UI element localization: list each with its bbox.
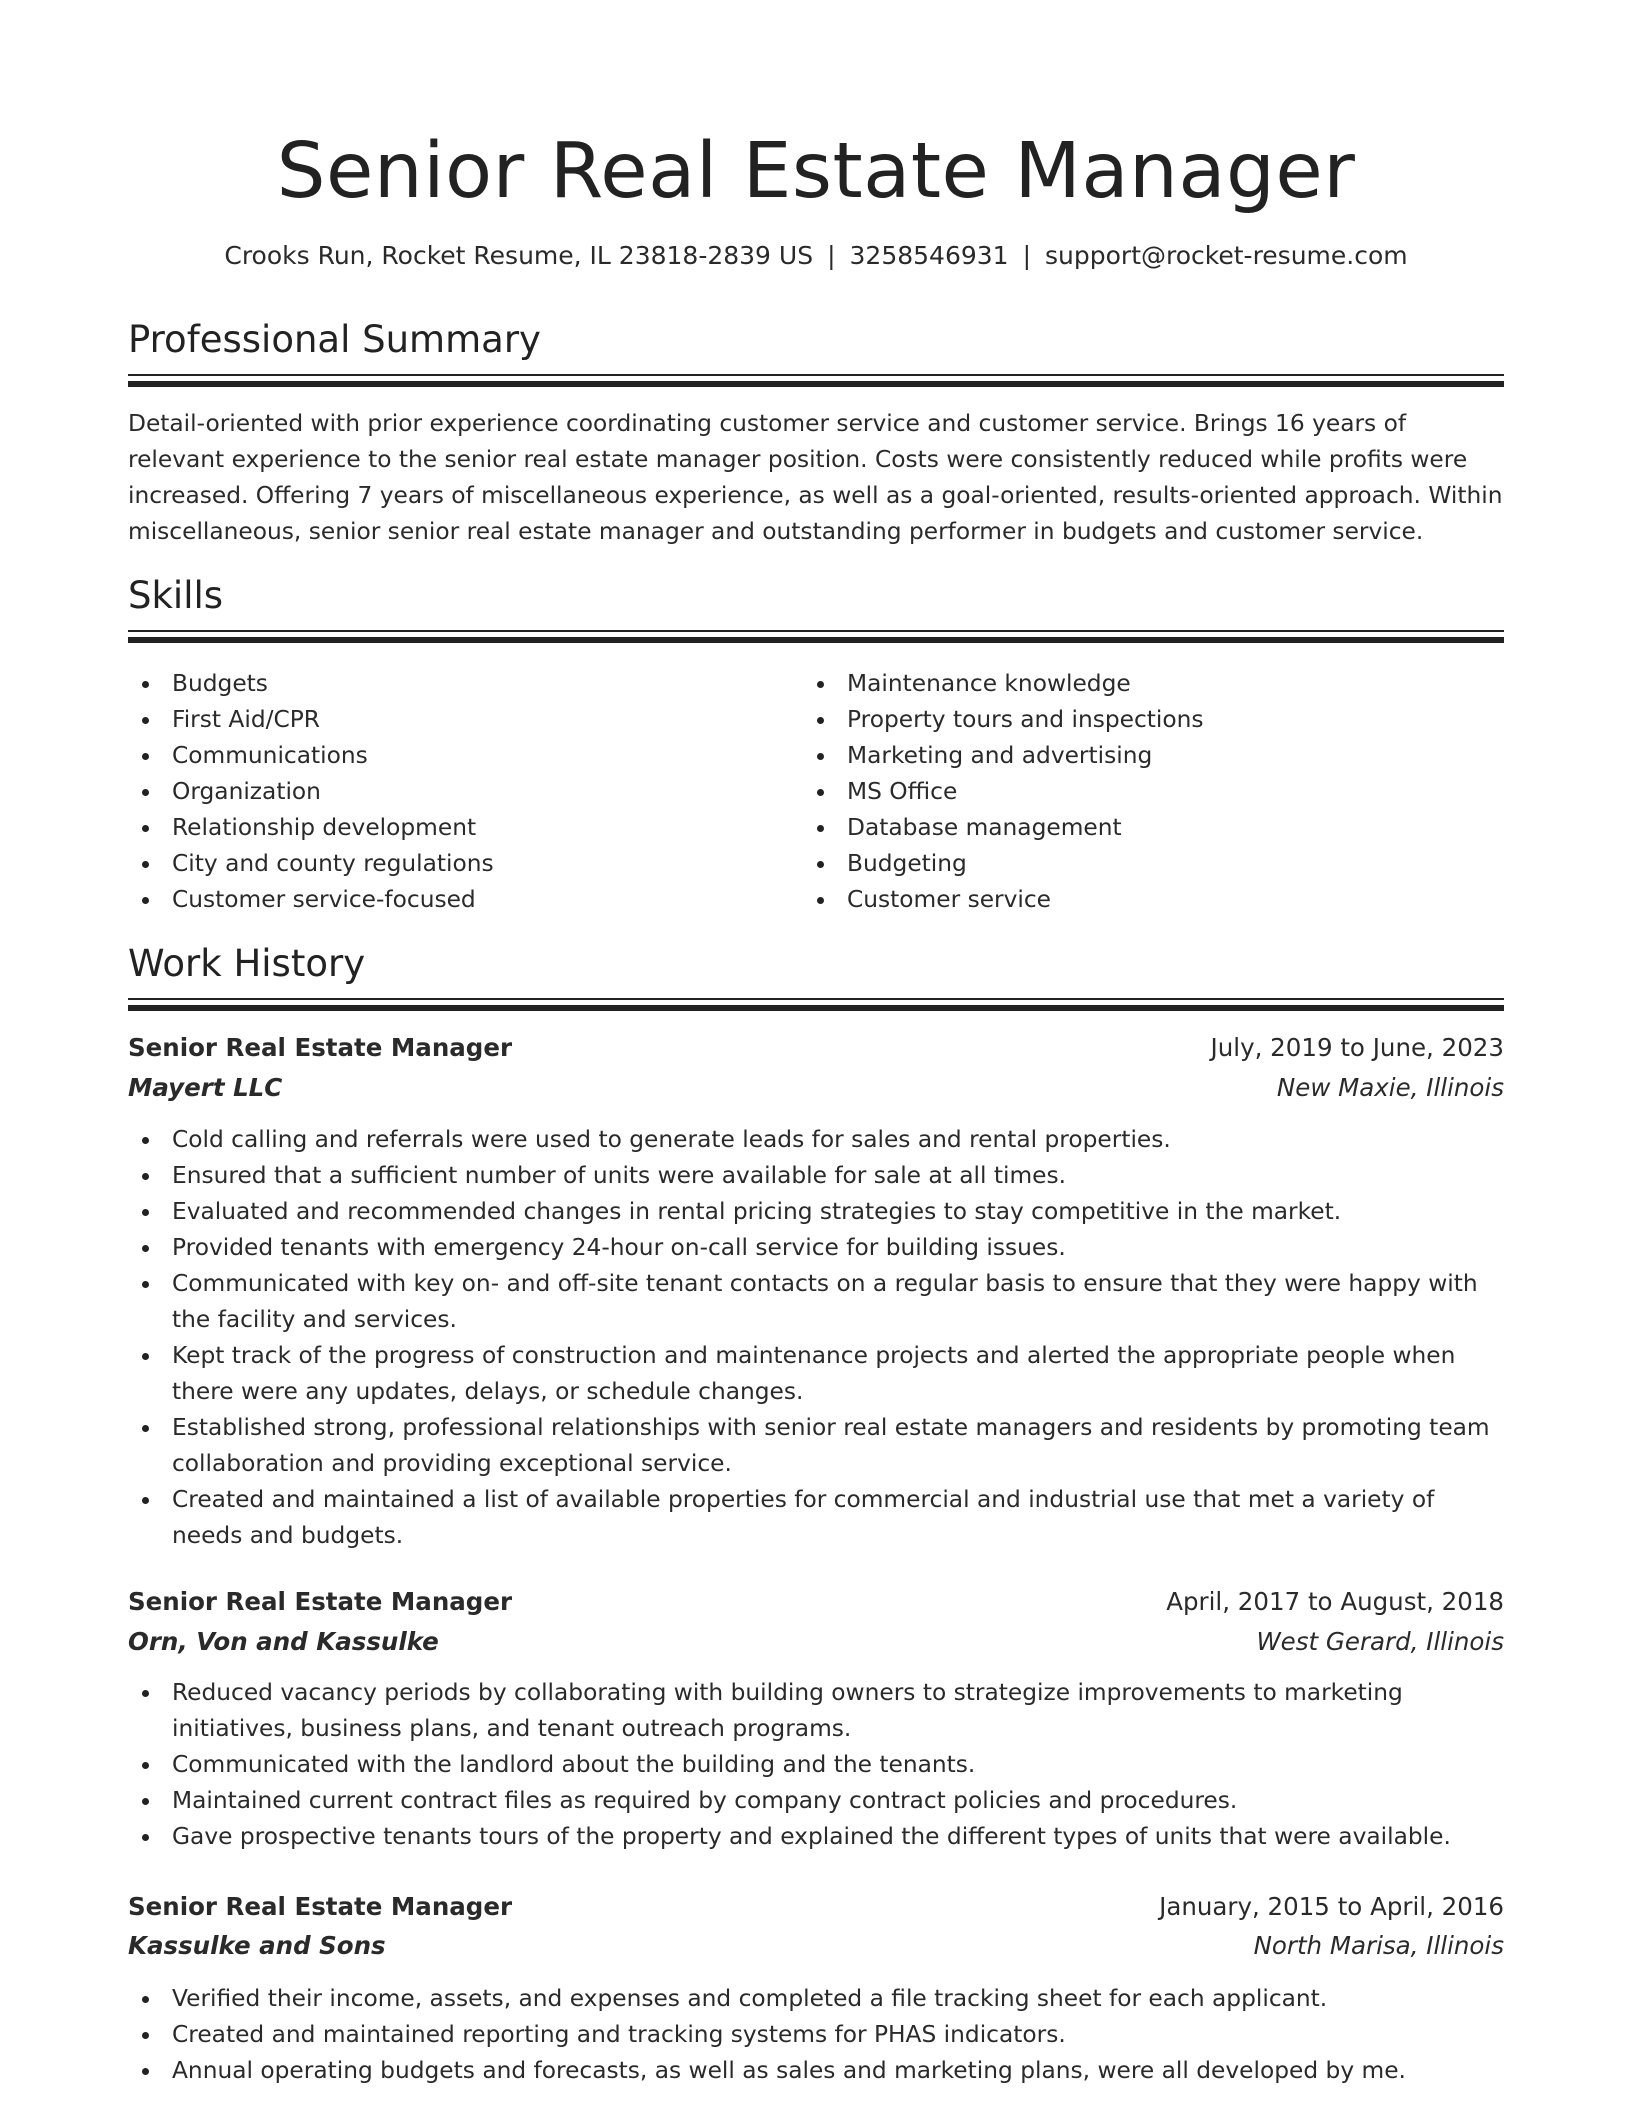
job-title: Senior Real Estate Manager <box>128 1892 513 1921</box>
list-item-text: Created and maintained a list of available properties for commercial and industrial use that met a variety of needs and budgets. <box>172 1486 1435 1549</box>
bullet-icon <box>142 1137 149 1144</box>
skills-list-right <box>803 666 1443 918</box>
job-dates: April, 2017 to August, 2018 <box>1166 1587 1504 1616</box>
list-item-text: Annual operating budgets and forecasts, as well as sales and marketing plans, were all developed by me. <box>172 2057 1406 2084</box>
job-duties-list <box>128 1675 1504 1855</box>
skills-list-left <box>128 666 768 918</box>
list-item-text: Marketing and advertising <box>847 742 1153 769</box>
job-company: Mayert LLC <box>128 1073 283 1102</box>
list-item <box>803 702 1443 738</box>
section-title-summary: Professional Summary <box>128 318 541 361</box>
list-item <box>803 774 1443 810</box>
candidate-name: Senior Real Estate Manager <box>276 127 1356 216</box>
job-bullets <box>128 1981 1504 2089</box>
contact-separator: | <box>827 241 836 270</box>
list-item-text: Budgets <box>172 670 268 697</box>
list-item-text: Verified their income, assets, and expenses and completed a file tracking sheet for each applicant. <box>172 1985 1328 2012</box>
list-item-text: Budgeting <box>847 850 967 877</box>
bullet-icon <box>142 1690 149 1697</box>
list-item <box>128 1747 1504 1783</box>
bullet-icon <box>142 1762 149 1769</box>
job-bullets <box>128 1675 1504 1855</box>
job-duties-list <box>128 1122 1504 1554</box>
bullet-icon <box>142 1996 149 2003</box>
list-item-text: Customer service-focused <box>172 886 476 913</box>
job-company: Orn, Von and Kassulke <box>128 1627 439 1656</box>
list-item <box>128 882 768 918</box>
list-item <box>128 1783 1504 1819</box>
job-title: Senior Real Estate Manager <box>128 1033 513 1062</box>
list-item-text: Provided tenants with emergency 24-hour on-call service for building issues. <box>172 1234 1066 1261</box>
bullet-icon <box>142 1798 149 1805</box>
contact-separator: | <box>1022 241 1032 270</box>
bullet-icon <box>142 861 149 868</box>
list-item-text: Established strong, professional relationships with senior real estate managers and residents by promoting team collaboration and providing exceptional service. <box>172 1414 1490 1477</box>
list-item <box>128 1675 1504 1747</box>
bullet-icon <box>817 789 824 796</box>
bullet-icon <box>142 1425 149 1432</box>
bullet-icon <box>142 1497 149 1504</box>
list-item-text: Database management <box>847 814 1122 841</box>
bullet-icon <box>142 789 149 796</box>
list-item <box>128 2017 1504 2053</box>
bullet-icon <box>817 897 824 904</box>
bullet-icon <box>142 1834 149 1841</box>
list-item-text: Communications <box>172 742 368 769</box>
list-item <box>128 1482 1504 1554</box>
list-item <box>128 1194 1504 1230</box>
list-item <box>803 810 1443 846</box>
contact-line <box>0 238 1632 274</box>
bullet-icon <box>817 681 824 688</box>
bullet-icon <box>817 717 824 724</box>
bullet-icon <box>142 2068 149 2075</box>
contact-email: support@rocket-resume.com <box>1045 241 1408 270</box>
list-item-text: Maintained current contract files as required by company contract policies and procedures. <box>172 1787 1238 1814</box>
list-item-text: City and county regulations <box>172 850 494 877</box>
bullet-icon <box>817 825 824 832</box>
summary-text: Detail-oriented with prior experience coordinating customer service and customer service. Brings 16 years of relevant experience to the senior real estate manager position. Costs were consistently reduced while profits were increased. Offering 7 years of miscellaneous experience, as well as a goal-oriented, results-oriented approach. Within miscellaneous, senior senior real estate manager and outstanding performer in budgets and customer service. <box>128 410 1503 545</box>
list-item-text: Gave prospective tenants tours of the property and explained the different types of units that were available. <box>172 1823 1451 1850</box>
section-title-skills: Skills <box>128 574 224 617</box>
list-item-text: Relationship development <box>172 814 477 841</box>
list-item-text: Customer service <box>847 886 1052 913</box>
list-item <box>803 882 1443 918</box>
list-item <box>803 738 1443 774</box>
bullet-icon <box>142 753 149 760</box>
bullet-icon <box>142 1245 149 1252</box>
list-item <box>128 774 768 810</box>
job-dates: July, 2019 to June, 2023 <box>1210 1033 1504 1062</box>
bullet-icon <box>142 897 149 904</box>
job-location: North Marisa, Illinois <box>1253 1931 1504 1960</box>
job-location: West Gerard, Illinois <box>1256 1627 1504 1656</box>
list-item-text: Maintenance knowledge <box>847 670 1131 697</box>
section-divider <box>128 630 1504 644</box>
job-location: New Maxie, Illinois <box>1276 1073 1504 1102</box>
section-title-work-history: Work History <box>128 942 366 985</box>
bullet-icon <box>142 1173 149 1180</box>
list-item-text: Cold calling and referrals were used to generate leads for sales and rental properties. <box>172 1126 1171 1153</box>
list-item-text: Organization <box>172 778 321 805</box>
bullet-icon <box>142 681 149 688</box>
bullet-icon <box>142 1209 149 1216</box>
contact-phone: 3258546931 <box>849 241 1009 270</box>
section-divider <box>128 374 1504 388</box>
list-item <box>128 1981 1504 2017</box>
list-item <box>128 702 768 738</box>
job-bullets <box>128 1122 1504 1554</box>
job-title: Senior Real Estate Manager <box>128 1587 513 1616</box>
list-item-text: MS Office <box>847 778 958 805</box>
list-item <box>128 1158 1504 1194</box>
bullet-icon <box>142 1281 149 1288</box>
list-item-text: Kept track of the progress of construction and maintenance projects and alerted the appropriate people when there were any updates, delays, or schedule changes. <box>172 1342 1456 1405</box>
list-item-text: First Aid/CPR <box>172 706 320 733</box>
list-item <box>803 846 1443 882</box>
list-item <box>128 738 768 774</box>
list-item-text: Evaluated and recommended changes in rental pricing strategies to stay competitive in the market. <box>172 1198 1342 1225</box>
bullet-icon <box>817 861 824 868</box>
skills-column-right <box>803 666 1443 918</box>
bullet-icon <box>817 753 824 760</box>
bullet-icon <box>142 2032 149 2039</box>
contact-address: Crooks Run, Rocket Resume, IL 23818-2839 US <box>224 241 814 270</box>
section-divider <box>128 998 1504 1012</box>
list-item-text: Property tours and inspections <box>847 706 1204 733</box>
list-item <box>128 1230 1504 1266</box>
list-item <box>128 2053 1504 2089</box>
skills-column-left <box>128 666 768 918</box>
list-item <box>803 666 1443 702</box>
list-item <box>128 1819 1504 1855</box>
list-item-text: Created and maintained reporting and tracking systems for PHAS indicators. <box>172 2021 1066 2048</box>
list-item <box>128 666 768 702</box>
list-item <box>128 1266 1504 1338</box>
list-item <box>128 846 768 882</box>
job-company: Kassulke and Sons <box>128 1931 386 1960</box>
list-item <box>128 1338 1504 1410</box>
bullet-icon <box>142 825 149 832</box>
job-dates: January, 2015 to April, 2016 <box>1159 1892 1504 1921</box>
list-item-text: Communicated with the landlord about the building and the tenants. <box>172 1751 976 1778</box>
job-duties-list <box>128 1981 1504 2089</box>
list-item-text: Communicated with key on- and off-site tenant contacts on a regular basis to ensure that they were happy with the facility and services. <box>172 1270 1478 1333</box>
list-item <box>128 1410 1504 1482</box>
bullet-icon <box>142 717 149 724</box>
list-item-text: Ensured that a sufficient number of units were available for sale at all times. <box>172 1162 1067 1189</box>
list-item <box>128 810 768 846</box>
list-item <box>128 1122 1504 1158</box>
list-item-text: Reduced vacancy periods by collaborating with building owners to strategize improvements to marketing initiatives, business plans, and tenant outreach programs. <box>172 1679 1403 1742</box>
bullet-icon <box>142 1353 149 1360</box>
